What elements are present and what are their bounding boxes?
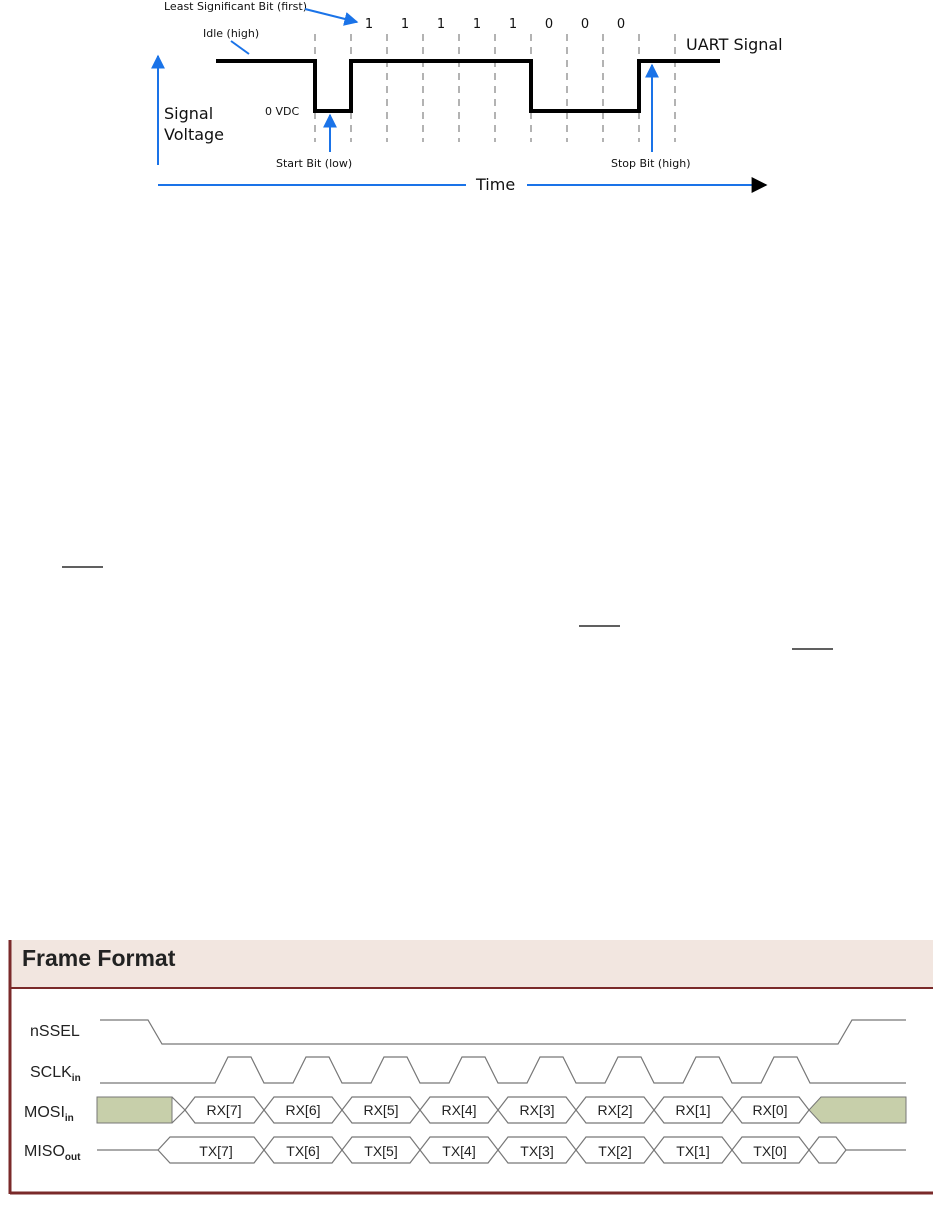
mosi-bit-cells xyxy=(172,1097,809,1123)
bit-value: 0 xyxy=(580,17,590,32)
zero-vdc-label: 0 VDC xyxy=(265,105,300,118)
sclk-waveform xyxy=(100,1057,906,1083)
rx-bit-label: RX[0] xyxy=(752,1102,788,1118)
bit-value: 1 xyxy=(472,17,482,32)
bit-guides xyxy=(315,34,675,142)
miso-label: $MISO_{out}$ xyxy=(24,1143,81,1163)
rx-bit-label: RX[1] xyxy=(675,1102,711,1118)
spi-frame-format xyxy=(10,940,933,1194)
mosi-cell xyxy=(172,1097,185,1123)
idle-label: Idle (high) xyxy=(203,27,260,40)
time-label: Time xyxy=(476,175,516,194)
voltage-label-line1: Signal xyxy=(164,104,214,123)
start-bit-label: Start Bit (low) xyxy=(276,157,353,170)
mosi-idle-fill xyxy=(809,1097,906,1123)
tx-bit-label: TX[4] xyxy=(442,1143,476,1159)
idle-pointer xyxy=(231,41,249,54)
uart-diagram xyxy=(158,0,783,194)
nssel-label: nSSEL xyxy=(30,1023,80,1040)
mosi-label: $MOSI_{in}$ xyxy=(24,1104,74,1124)
rx-bit-label: RX[3] xyxy=(519,1102,555,1118)
bit-value: 1 xyxy=(436,17,446,32)
bit-value: 0 xyxy=(616,17,626,32)
uart-signal-label: UART Signal xyxy=(686,35,783,54)
overline-marks xyxy=(62,567,833,649)
rx-bit-label: RX[2] xyxy=(597,1102,633,1118)
lsb-arrow xyxy=(305,9,357,22)
stop-bit-label: Stop Bit (high) xyxy=(611,157,691,170)
rx-bit-label: RX[4] xyxy=(441,1102,477,1118)
tx-bit-label: TX[0] xyxy=(753,1143,787,1159)
mosi-idle-fill xyxy=(97,1097,172,1123)
uart-waveform xyxy=(216,61,720,111)
rx-bit-label: RX[6] xyxy=(285,1102,321,1118)
sclk-label: $SCLK_{in}$ xyxy=(30,1064,81,1084)
tx-bit-label: TX[2] xyxy=(598,1143,632,1159)
rx-labels xyxy=(206,1102,787,1118)
nssel-waveform xyxy=(100,1020,906,1044)
miso-cell xyxy=(809,1137,846,1163)
bit-value: 1 xyxy=(508,17,518,32)
lsb-label: Least Significant Bit (first) xyxy=(164,0,308,13)
rx-bit-label: RX[7] xyxy=(206,1102,242,1118)
bit-value: 1 xyxy=(364,17,374,32)
rx-bit-label: RX[5] xyxy=(363,1102,399,1118)
tx-bit-label: TX[3] xyxy=(520,1143,554,1159)
spi-title: Frame Format xyxy=(22,945,176,971)
tx-bit-label: TX[1] xyxy=(676,1143,710,1159)
tx-bit-label: TX[5] xyxy=(364,1143,398,1159)
tx-bit-label: TX[6] xyxy=(286,1143,320,1159)
tx-bit-label: TX[7] xyxy=(199,1143,233,1159)
voltage-label-line2: Voltage xyxy=(164,125,225,144)
bit-value: 1 xyxy=(400,17,410,32)
bit-values xyxy=(365,17,625,32)
bit-value: 0 xyxy=(544,17,554,32)
